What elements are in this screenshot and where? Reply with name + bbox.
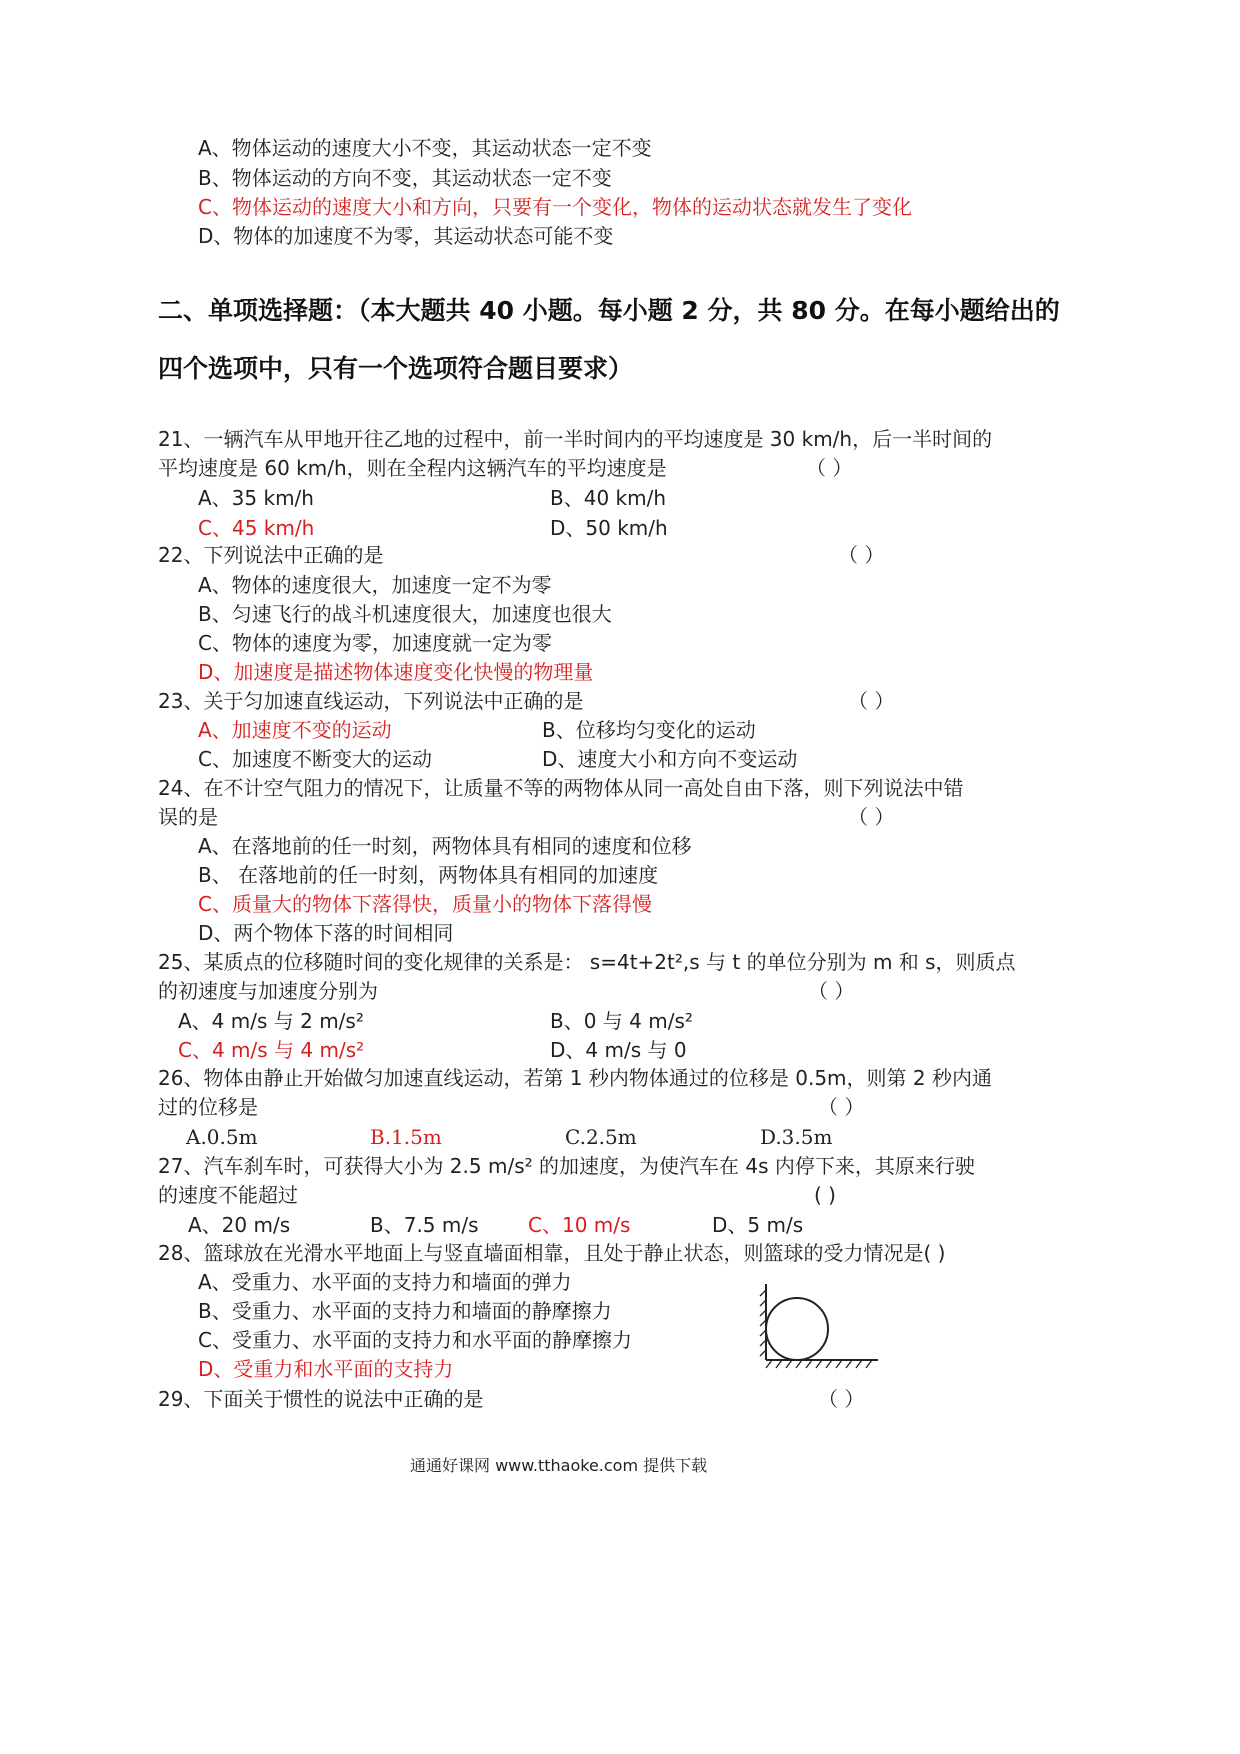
- q22-option-a: A、物体的速度很大，加速度一定不为零: [198, 573, 552, 597]
- q20-option-c: C、物体运动的速度大小和方向，只要有一个变化，物体的运动状态就发生了变化: [198, 195, 912, 219]
- q28-stem: 28、篮球放在光滑水平地面上与竖直墙面相靠，且处于静止状态，则篮球的受力情况是( ): [158, 1241, 946, 1265]
- q22-option-d: D、加速度是描述物体速度变化快慢的物理量: [198, 660, 594, 684]
- q20-option-a: A、物体运动的速度大小不变，其运动状态一定不变: [198, 136, 652, 160]
- q27-answer-blank: ( ): [814, 1183, 836, 1207]
- q26-option-a: A.0.5m: [186, 1125, 258, 1149]
- q23-answer-blank: （ ）: [848, 689, 895, 713]
- q22-answer-blank: （ ）: [838, 543, 885, 567]
- q21-option-a: A、35 km/h: [198, 486, 314, 510]
- q26-answer-blank: （ ）: [818, 1095, 865, 1119]
- q20-option-b: B、物体运动的方向不变，其运动状态一定不变: [198, 166, 612, 190]
- q27-option-d: D、5 m/s: [712, 1213, 804, 1237]
- q25-option-c: C、4 m/s 与 4 m/s²: [178, 1038, 365, 1062]
- q23-stem: 23、关于匀加速直线运动，下列说法中正确的是: [158, 689, 584, 713]
- q24-option-b: B、 在落地前的任一时刻，两物体具有相同的加速度: [198, 863, 659, 887]
- section-heading-line2: 四个选项中，只有一个选项符合题目要求）: [158, 354, 634, 383]
- q20-option-d: D、物体的加速度不为零，其运动状态可能不变: [198, 224, 614, 248]
- basketball-circle: [766, 1298, 828, 1360]
- q21-option-c: C、45 km/h: [198, 516, 315, 540]
- q21-stem-line1: 21、一辆汽车从甲地开往乙地的过程中，前一半时间内的平均速度是 30 km/h，后一半时间的: [158, 427, 993, 451]
- q28-option-b: B、受重力、水平面的支持力和墙面的静摩擦力: [198, 1299, 612, 1323]
- q23-option-c: C、加速度不断变大的运动: [198, 747, 432, 771]
- basketball-wall-figure: [758, 1282, 882, 1372]
- q25-option-d: D、4 m/s 与 0: [550, 1038, 687, 1062]
- section-heading-line1: 二、单项选择题：（本大题共 40 小题。每小题 2 分，共 80 分。在每小题给出的: [158, 296, 1060, 325]
- q29-stem: 29、下面关于惯性的说法中正确的是: [158, 1387, 484, 1411]
- q23-option-a: A、加速度不变的运动: [198, 718, 392, 742]
- q26-stem-line1: 26、物体由静止开始做匀加速直线运动，若第 1 秒内物体通过的位移是 0.5m，则第 2 秒内通: [158, 1066, 992, 1090]
- q22-stem: 22、下列说法中正确的是: [158, 543, 384, 567]
- q23-option-b: B、位移均匀变化的运动: [542, 718, 756, 742]
- q21-stem-line2: 平均速度是 60 km/h，则在全程内这辆汽车的平均速度是: [158, 456, 667, 480]
- q25-stem-line2: 的初速度与加速度分别为: [158, 979, 378, 1003]
- q25-answer-blank: （ ）: [808, 979, 855, 1003]
- q27-stem-line1: 27、汽车刹车时，可获得大小为 2.5 m/s² 的加速度，为使汽车在 4s 内停下来，其原来行驶: [158, 1154, 975, 1178]
- q25-option-b: B、0 与 4 m/s²: [550, 1009, 693, 1033]
- q22-option-c: C、物体的速度为零，加速度就一定为零: [198, 631, 552, 655]
- page-footer: 通通好课网 www.tthaoke.com 提供下载: [410, 1456, 708, 1475]
- q28-option-d: D、受重力和水平面的支持力: [198, 1357, 454, 1381]
- q26-option-d: D.3.5m: [760, 1125, 833, 1149]
- q21-option-d: D、50 km/h: [550, 516, 668, 540]
- q26-stem-line2: 过的位移是: [158, 1095, 258, 1119]
- q24-stem-line2: 误的是: [158, 805, 218, 829]
- q24-option-d: D、两个物体下落的时间相同: [198, 921, 454, 945]
- q21-option-b: B、40 km/h: [550, 486, 667, 510]
- q29-answer-blank: （ ）: [818, 1387, 865, 1411]
- q28-option-a: A、受重力、水平面的支持力和墙面的弹力: [198, 1270, 572, 1294]
- q25-option-a: A、4 m/s 与 2 m/s²: [178, 1009, 364, 1033]
- q27-option-b: B、7.5 m/s: [370, 1213, 479, 1237]
- q28-option-c: C、受重力、水平面的支持力和水平面的静摩擦力: [198, 1328, 632, 1352]
- q27-option-c: C、10 m/s: [528, 1213, 631, 1237]
- q25-stem-line1: 25、某质点的位移随时间的变化规律的关系是： s=4t+2t²,s 与 t 的单位分别为 m 和 s，则质点: [158, 950, 1016, 974]
- q23-option-d: D、速度大小和方向不变运动: [542, 747, 798, 771]
- q22-option-b: B、匀速飞行的战斗机速度很大，加速度也很大: [198, 602, 612, 626]
- q24-stem-line1: 24、在不计空气阻力的情况下，让质量不等的两物体从同一高处自由下落，则下列说法中错: [158, 776, 964, 800]
- q27-stem-line2: 的速度不能超过: [158, 1183, 298, 1207]
- q24-answer-blank: （ ）: [848, 805, 895, 829]
- q27-option-a: A、20 m/s: [188, 1213, 291, 1237]
- q26-option-c: C.2.5m: [565, 1125, 637, 1149]
- q26-option-b: B.1.5m: [370, 1125, 442, 1149]
- q21-answer-blank: （ ）: [806, 456, 853, 480]
- q24-option-c: C、质量大的物体下落得快，质量小的物体下落得慢: [198, 892, 652, 916]
- q24-option-a: A、在落地前的任一时刻，两物体具有相同的速度和位移: [198, 834, 692, 858]
